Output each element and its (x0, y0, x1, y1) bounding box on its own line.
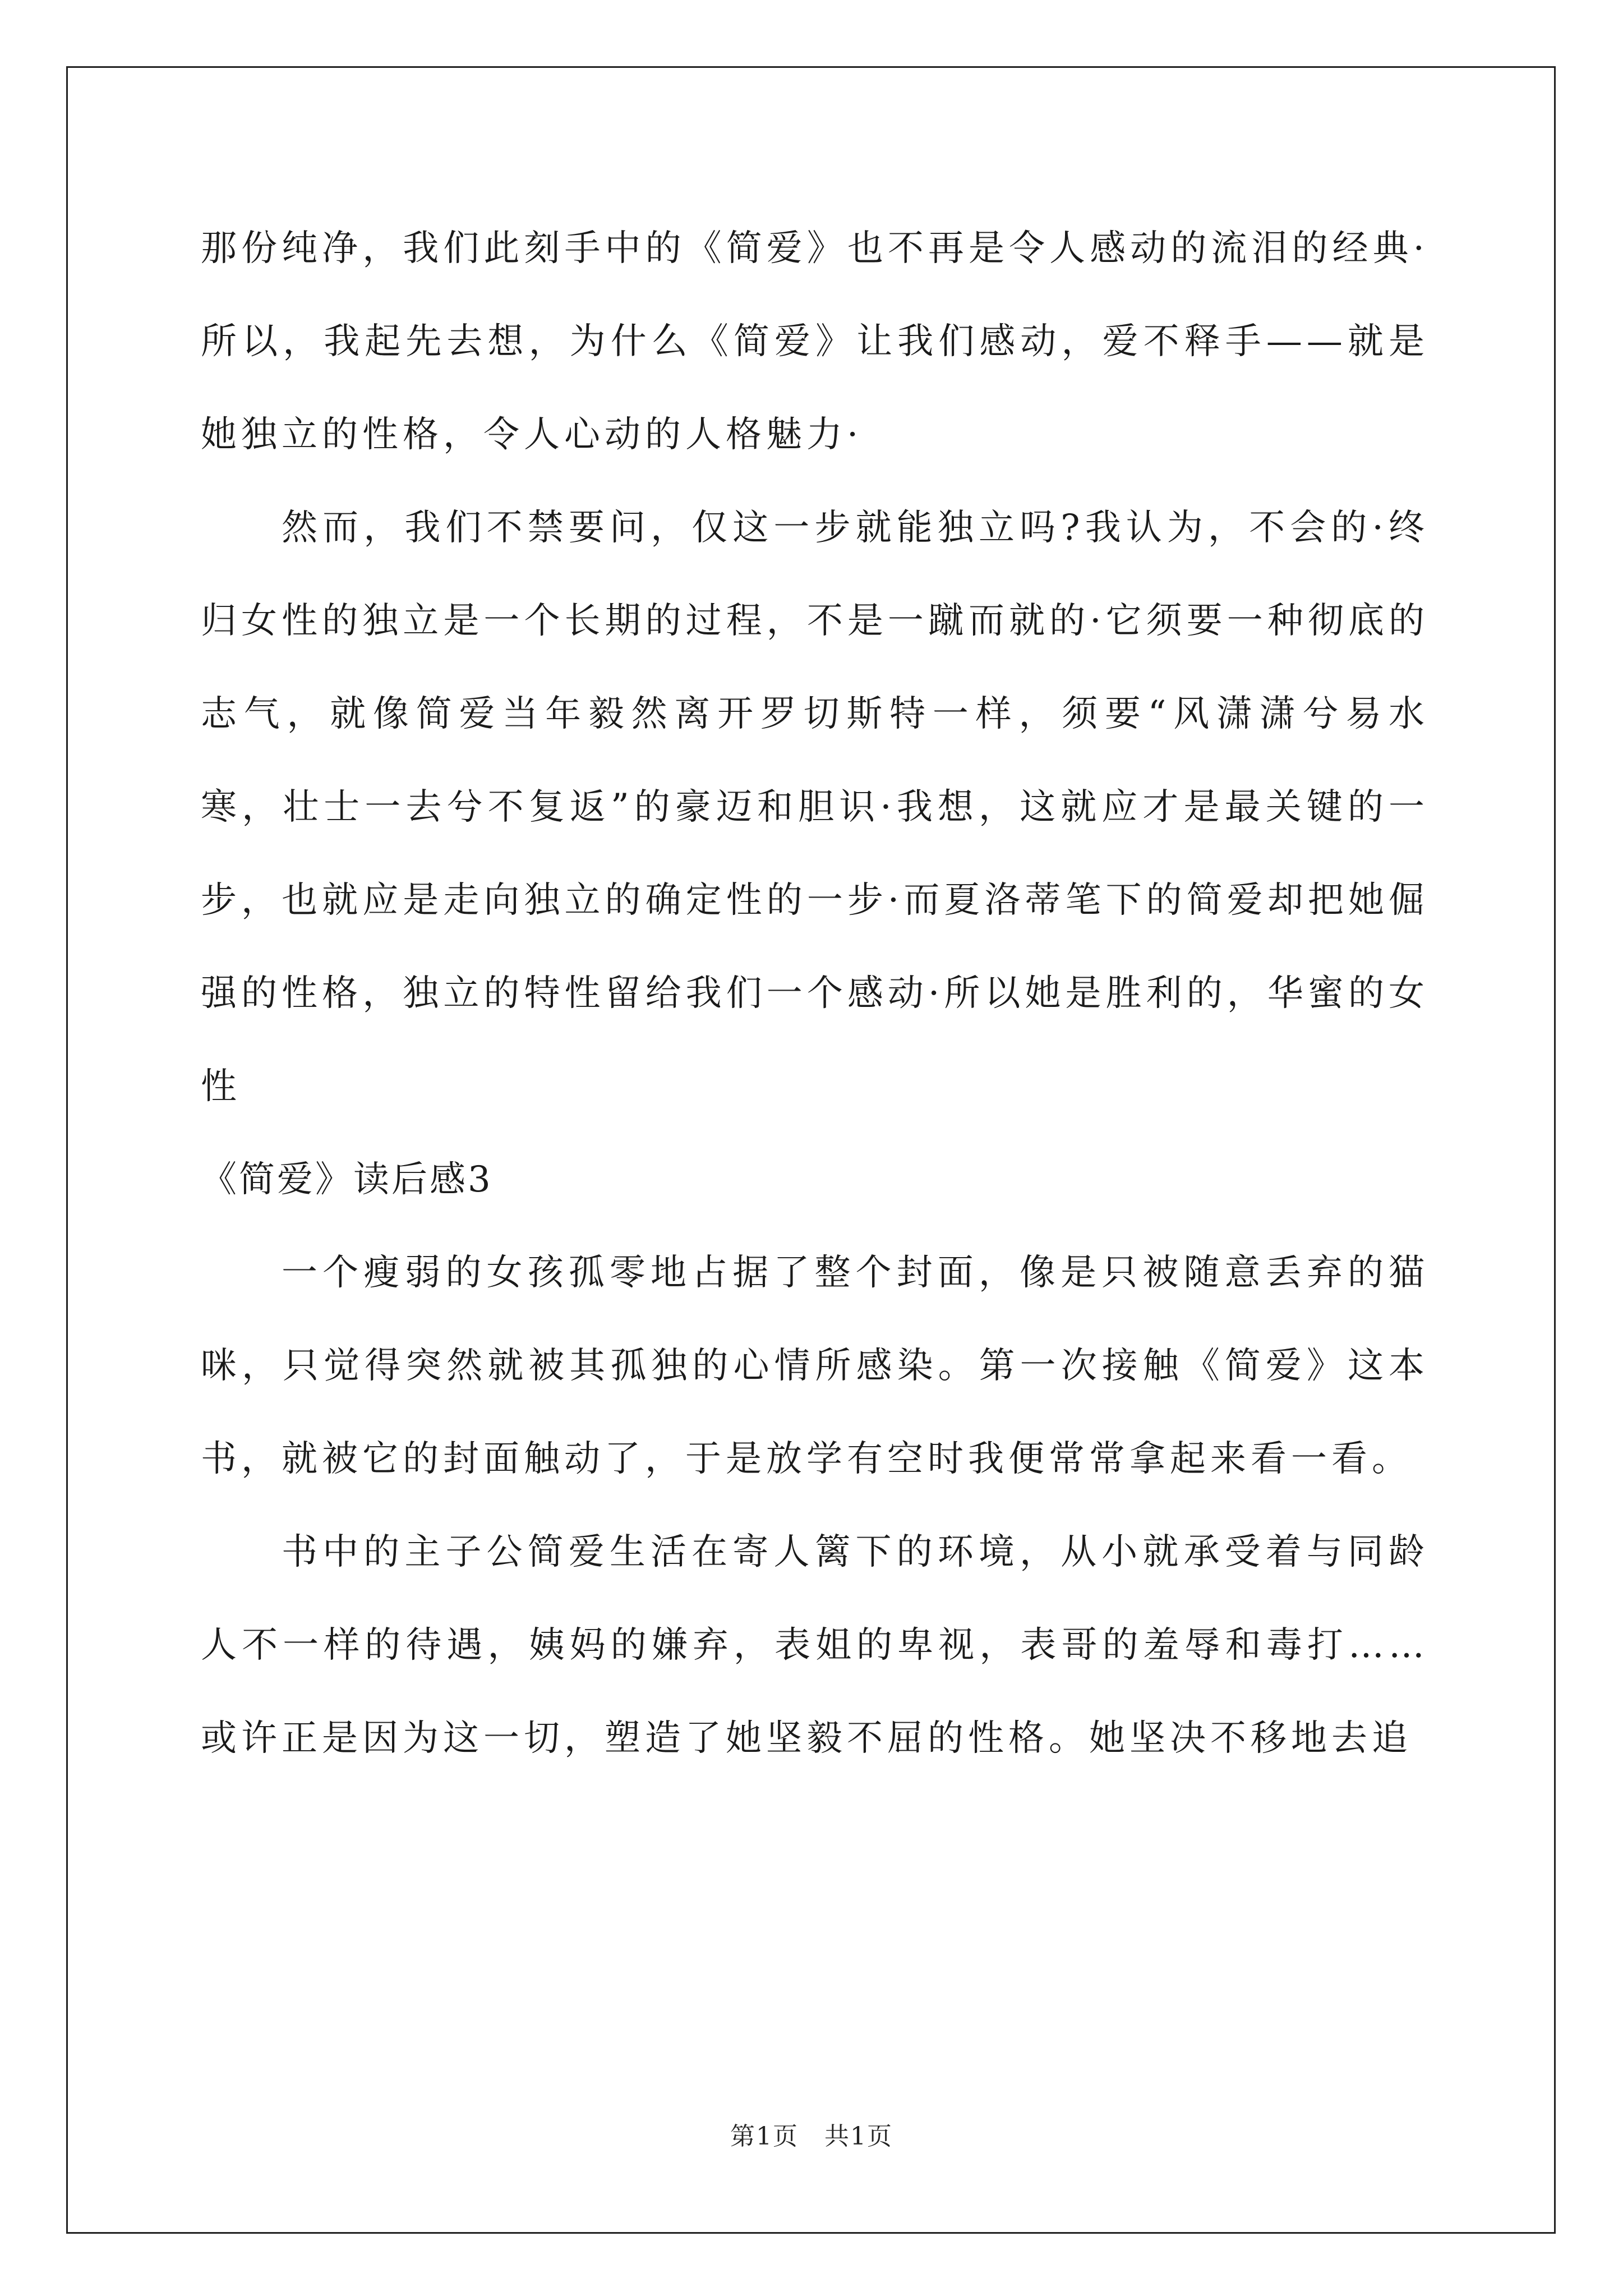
paragraph-2: 然而，我们不禁要问，仅这一步就能独立吗?我认为，不会的·终归女性的独立是一个长期的过程，不是一蹴而就的·它须要一种彻底的志气，就像简爱当年毅然离开罗切斯特一样，须要“风潇潇兮易水寒，壮士一去兮不复返”的豪迈和胆识·我想，这就应才是最关键的一步，也就应是走向独立的确定性的一步·而夏洛蒂笔下的简爱却把她倔强的性格，独立的特性留给我们一个感动·所以她是胜利的，华蜜的女性 (201, 507, 1429, 1107)
paragraph-1: 那份纯净，我们此刻手中的《简爱》也不再是令人感动的流泪的经典·所以，我起先去想，为什么《简爱》让我们感动，爱不释手——就是她独立的性格，令人心动的人格魅力· (201, 228, 1429, 455)
paragraph-4: 书中的主子公简爱生活在寄人篱下的环境，从小就承受着与同龄人不一样的待遇，姨妈的嫌弃，表姐的卑视，表哥的羞辱和毒打……或许正是因为这一切，塑造了她坚毅不屈的性格。她坚决不移地去追 (201, 1531, 1429, 1759)
paragraph-3: 一个瘦弱的女孩孤零地占据了整个封面，像是只被随意丢弃的猫咪，只觉得突然就被其孤独的心情所感染。第一次接触《简爱》这本书，就被它的封面触动了，于是放学有空时我便常常拿起来看一看。 (201, 1252, 1429, 1480)
section-title: 《简爱》读后感3 (201, 1159, 493, 1200)
document-body (201, 202, 1429, 1785)
page-footer: 第1页 共1页 (730, 2122, 893, 2151)
